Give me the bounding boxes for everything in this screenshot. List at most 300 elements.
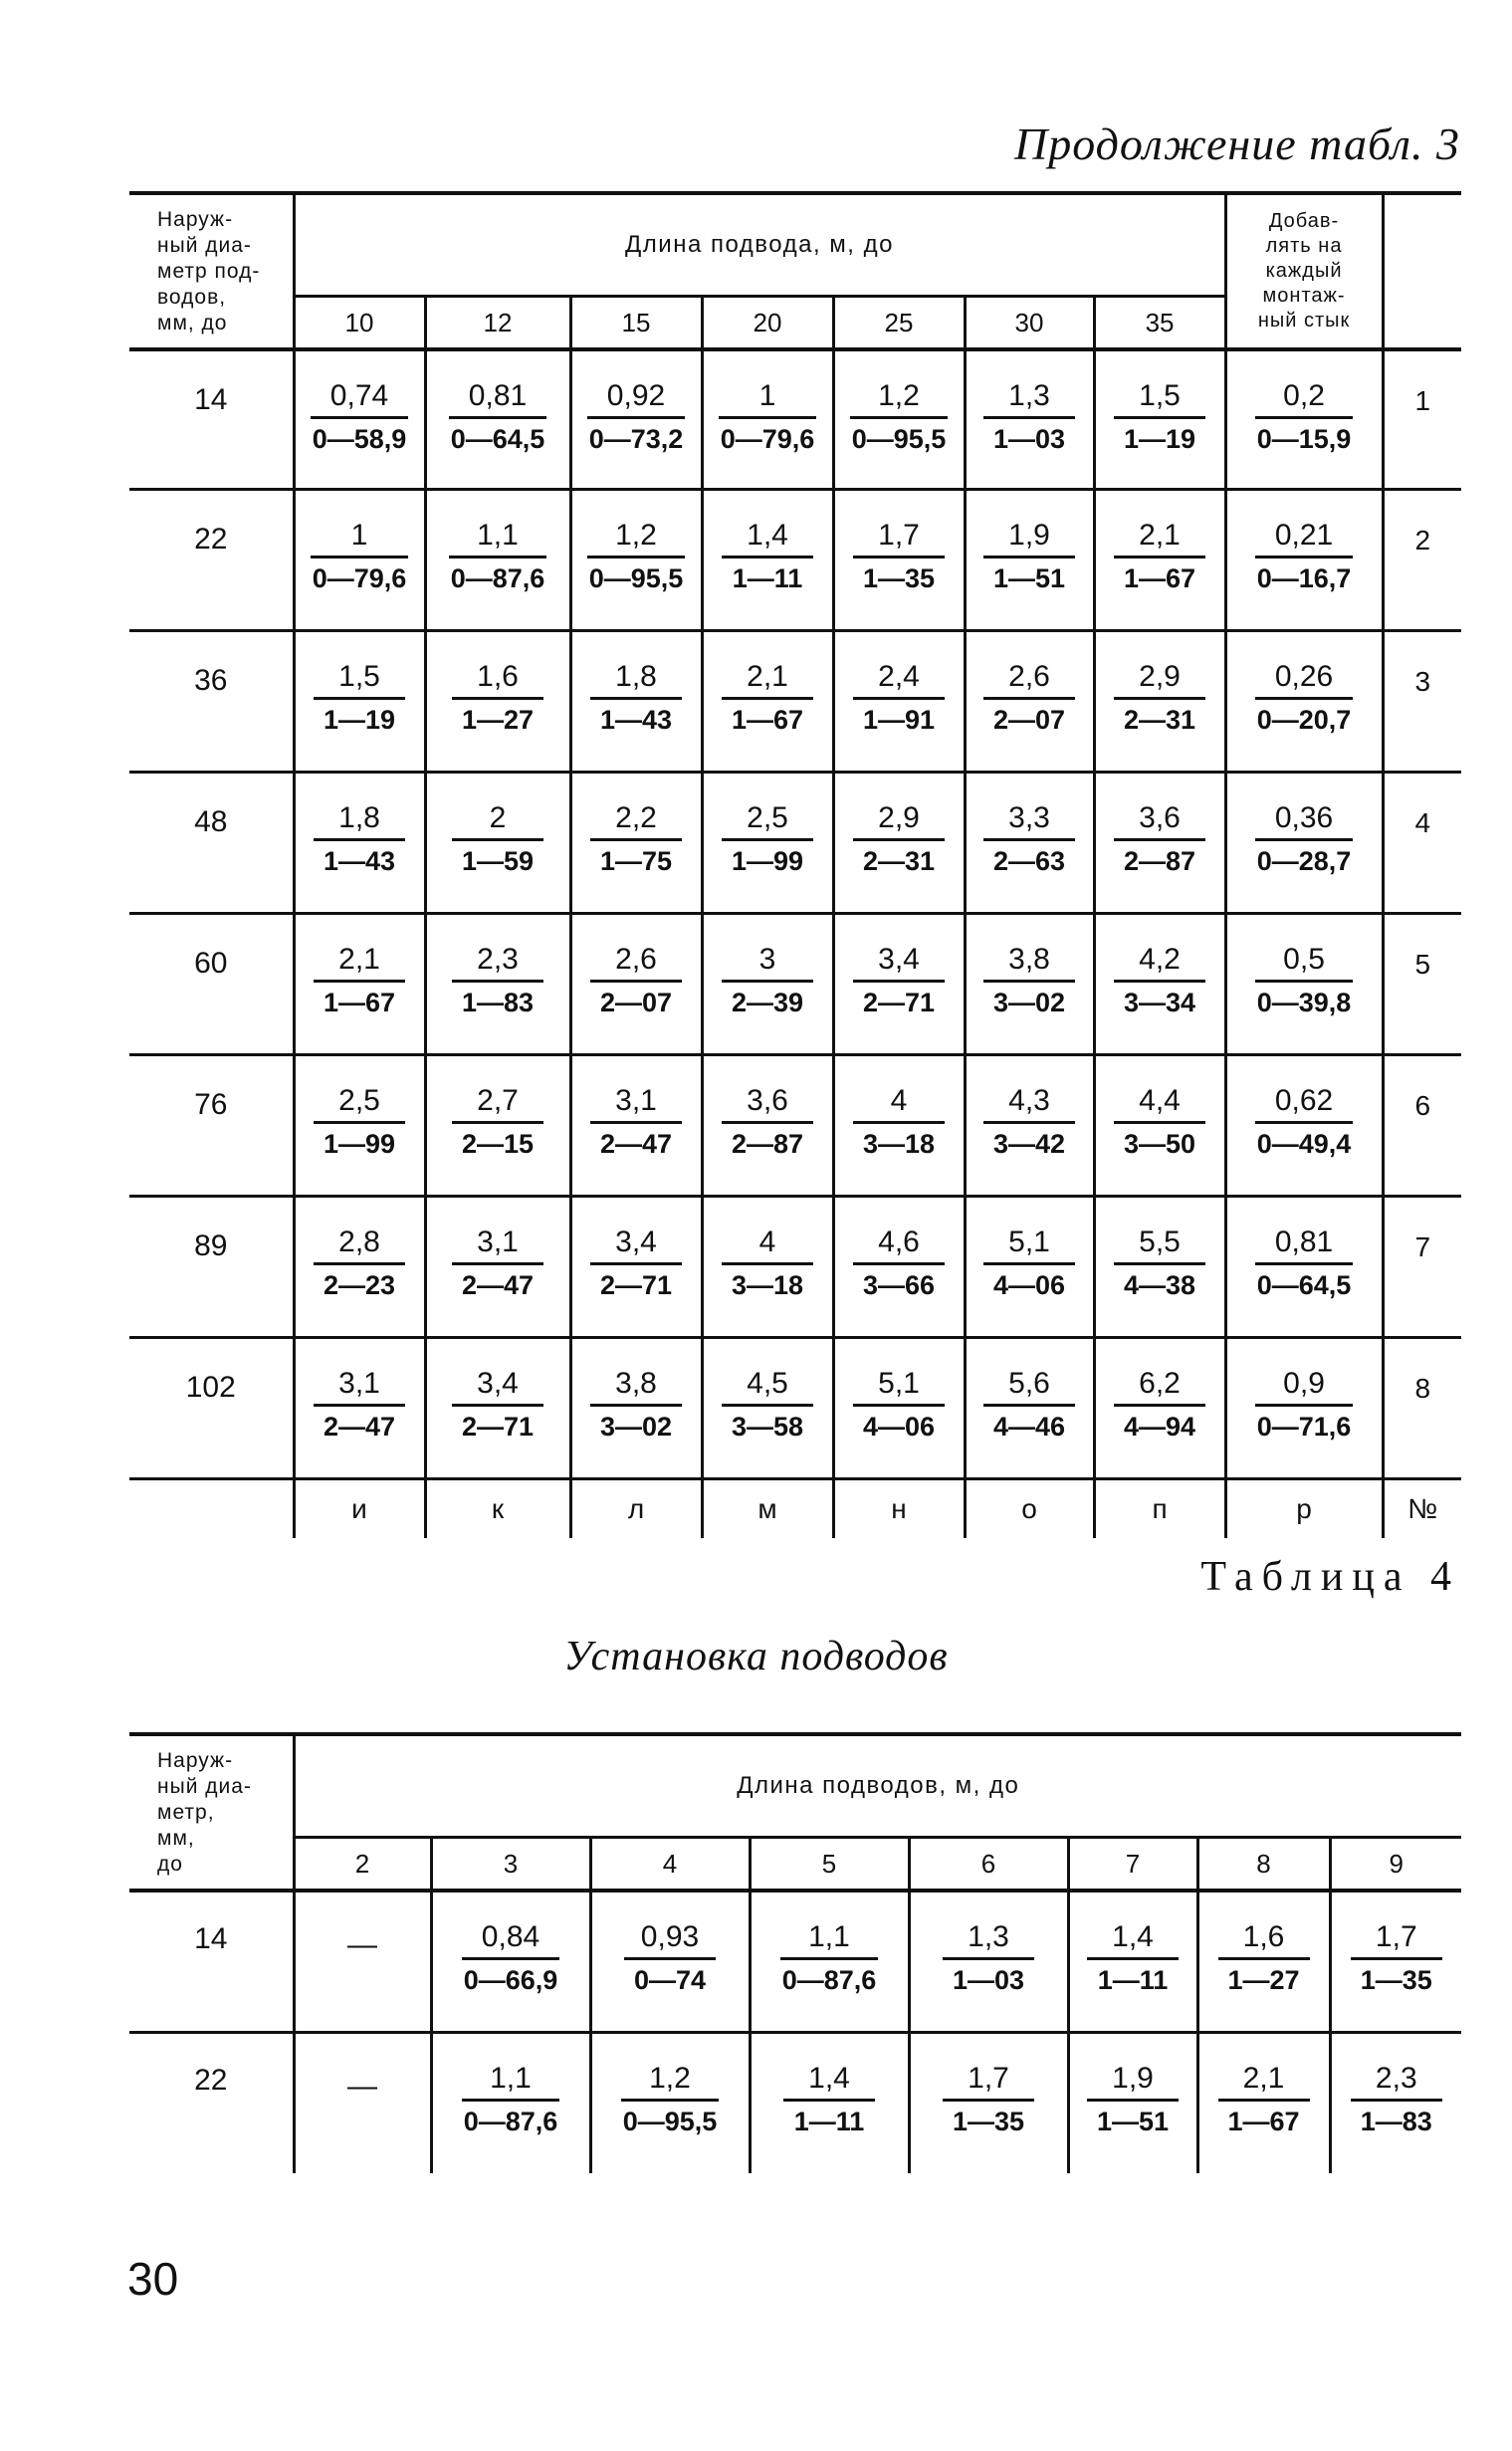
fraction-denominator: 2—87 xyxy=(731,1128,804,1159)
fraction-value xyxy=(1255,1367,1354,1445)
fraction-value xyxy=(853,943,945,1020)
fraction-value xyxy=(722,660,813,738)
fraction-numerator: 4 xyxy=(853,1084,945,1124)
fraction-value xyxy=(452,1226,543,1303)
fraction-value xyxy=(983,1226,1075,1303)
fraction-numerator: 2,1 xyxy=(1218,2062,1310,2102)
fraction-numerator: 3,1 xyxy=(314,1367,405,1407)
fraction-value xyxy=(314,1084,405,1162)
norm-cell xyxy=(294,1054,425,1196)
t4-length-column-4: 6 xyxy=(909,1838,1068,1892)
fraction-denominator: 1—91 xyxy=(862,704,936,735)
norm-cell xyxy=(425,772,570,913)
fraction-value xyxy=(311,379,409,457)
norm-cell xyxy=(1094,913,1225,1054)
fraction-denominator: 0—64,5 xyxy=(450,424,545,454)
norm-cell xyxy=(1330,1891,1461,2032)
norm-cell xyxy=(1197,1891,1330,2032)
header-diameter: Наруж- ный диа- метр под- водов, мм, до xyxy=(129,193,294,349)
fraction-denominator: 1—99 xyxy=(731,845,804,876)
norm-cell xyxy=(1068,2032,1197,2173)
norm-cell xyxy=(425,349,570,489)
column-letter: п xyxy=(1094,1478,1225,1538)
norm-cell xyxy=(702,349,833,489)
fraction-denominator: 1—75 xyxy=(599,845,673,876)
fraction-value xyxy=(722,1084,813,1162)
fraction-value xyxy=(449,519,547,596)
length-column-3: 20 xyxy=(702,297,833,350)
page-number: 30 xyxy=(127,2253,179,2305)
fraction-denominator: 2—15 xyxy=(461,1128,535,1159)
fraction-denominator: 3—42 xyxy=(992,1128,1066,1159)
fraction-numerator: 3 xyxy=(722,943,813,983)
fraction-denominator: 0—58,9 xyxy=(312,424,407,454)
norm-cell xyxy=(965,349,1094,489)
norm-cell xyxy=(1094,1196,1225,1337)
table-row xyxy=(129,1054,1461,1196)
fraction-denominator: 4—06 xyxy=(862,1411,936,1442)
fraction-numerator: 0,62 xyxy=(1255,1084,1354,1124)
fraction-denominator: 2—87 xyxy=(1123,845,1196,876)
add-cell xyxy=(1225,630,1383,772)
fraction-value xyxy=(452,1084,543,1162)
fraction-numerator: 0,92 xyxy=(587,379,686,419)
fraction-value xyxy=(1255,943,1354,1020)
norm-cell xyxy=(1068,1891,1197,2032)
fraction-denominator: 1—03 xyxy=(992,424,1066,454)
table-4-title: Установка подводов xyxy=(563,1634,949,1679)
fraction-value xyxy=(462,2062,560,2139)
fraction-denominator: 1—59 xyxy=(461,845,535,876)
diameter-cell: 14 xyxy=(129,349,294,489)
fraction-denominator: 4—38 xyxy=(1123,1269,1196,1300)
column-letter: р xyxy=(1225,1478,1383,1538)
fraction-numerator: 5,1 xyxy=(983,1226,1075,1265)
norm-cell xyxy=(702,1196,833,1337)
fraction-value xyxy=(983,660,1075,738)
fraction-denominator: 0—95,5 xyxy=(851,424,947,454)
fraction-numerator: 1,5 xyxy=(314,660,405,700)
fraction-denominator: 0—87,6 xyxy=(450,562,545,593)
fraction-value xyxy=(452,660,543,738)
fraction-denominator: 3—58 xyxy=(731,1411,804,1442)
fraction-denominator: 1—35 xyxy=(952,2106,1025,2136)
fraction-numerator: 0,26 xyxy=(1255,660,1354,700)
column-letter: и xyxy=(294,1478,425,1538)
fraction-denominator: 1—11 xyxy=(793,2106,865,2136)
fraction-numerator: 3,1 xyxy=(452,1226,543,1265)
fraction-numerator: 4,4 xyxy=(1114,1084,1205,1124)
fraction-denominator: 2—23 xyxy=(323,1269,396,1300)
fraction-value xyxy=(1114,379,1205,457)
add-cell xyxy=(1225,1054,1383,1196)
length-column-4: 25 xyxy=(833,297,965,350)
row-number: 6 xyxy=(1383,1054,1461,1196)
fraction-denominator: 3—50 xyxy=(1123,1128,1196,1159)
norm-cell xyxy=(425,1054,570,1196)
fraction-denominator: 1—51 xyxy=(992,562,1066,593)
norm-cell xyxy=(833,913,965,1054)
column-letter: м xyxy=(702,1478,833,1538)
norm-cell xyxy=(1197,2032,1330,2173)
fraction-value xyxy=(983,801,1075,879)
t4-length-column-3: 5 xyxy=(750,1838,909,1892)
fraction-value xyxy=(311,519,409,596)
fraction-numerator: 0,93 xyxy=(624,1920,716,1960)
fraction-numerator: 2,4 xyxy=(853,660,945,700)
fraction-numerator: 0,81 xyxy=(449,379,547,419)
fraction-value xyxy=(722,943,813,1020)
fraction-denominator: 2—47 xyxy=(461,1269,535,1300)
norm-cell xyxy=(702,1337,833,1478)
norm-cell xyxy=(570,630,702,772)
fraction-value xyxy=(590,1367,682,1445)
fraction-numerator: 4,2 xyxy=(1114,943,1205,983)
fraction-value xyxy=(853,1367,945,1445)
fraction-denominator: 2—39 xyxy=(731,987,804,1017)
length-column-2: 15 xyxy=(570,297,702,350)
fraction-value xyxy=(943,1920,1034,1998)
fraction-denominator: 0—79,6 xyxy=(312,562,407,593)
fraction-value xyxy=(1114,660,1205,738)
norm-cell-empty xyxy=(294,2032,431,2173)
norm-cell xyxy=(294,913,425,1054)
fraction-denominator: 3—66 xyxy=(862,1269,936,1300)
fraction-denominator: 1—19 xyxy=(323,704,396,735)
fraction-numerator: 1,6 xyxy=(1218,1920,1310,1960)
norm-cell xyxy=(702,772,833,913)
fraction-numerator: 2,9 xyxy=(1114,660,1205,700)
fraction-value xyxy=(983,379,1075,457)
fraction-numerator: 2,7 xyxy=(452,1084,543,1124)
column-letter: л xyxy=(570,1478,702,1538)
fraction-denominator: 0—73,2 xyxy=(588,424,684,454)
fraction-denominator: 1—43 xyxy=(323,845,396,876)
norm-cell xyxy=(570,1337,702,1478)
fraction-denominator: 2—71 xyxy=(599,1269,673,1300)
fraction-numerator: 0,36 xyxy=(1255,801,1354,841)
norm-cell xyxy=(431,2032,590,2173)
fraction-numerator: 1,2 xyxy=(587,519,686,558)
norm-cell xyxy=(909,1891,1068,2032)
fraction-value xyxy=(780,1920,879,1998)
norm-cell xyxy=(570,1196,702,1337)
fraction-denominator: 4—46 xyxy=(992,1411,1066,1442)
norm-cell xyxy=(702,630,833,772)
fraction-denominator: 4—06 xyxy=(992,1269,1066,1300)
norm-cell xyxy=(294,1337,425,1478)
column-letter: к xyxy=(425,1478,570,1538)
fraction-numerator: 4 xyxy=(722,1226,813,1265)
norm-cell xyxy=(294,772,425,913)
fraction-denominator: 0—20,7 xyxy=(1256,704,1352,735)
fraction-value xyxy=(1255,519,1354,596)
fraction-denominator: 3—18 xyxy=(731,1269,804,1300)
fraction-numerator: 4,6 xyxy=(853,1226,945,1265)
t4-length-column-6: 8 xyxy=(1197,1838,1330,1892)
norm-cell xyxy=(833,489,965,630)
add-cell xyxy=(1225,489,1383,630)
header-row-number-blank xyxy=(1383,193,1461,349)
fraction-numerator: 1,4 xyxy=(722,519,813,558)
norm-cell-empty xyxy=(294,1891,431,2032)
fraction-value xyxy=(853,1084,945,1162)
table-4-label: Таблица 4 xyxy=(1200,1554,1460,1600)
fraction-value xyxy=(853,801,945,879)
fraction-denominator: 3—34 xyxy=(1123,987,1196,1017)
diameter-cell: 22 xyxy=(129,489,294,630)
fraction-numerator: 3,8 xyxy=(590,1367,682,1407)
norm-cell xyxy=(570,913,702,1054)
norm-cell xyxy=(425,1337,570,1478)
table-row xyxy=(129,1337,1461,1478)
norm-cell xyxy=(1330,2032,1461,2173)
t4-length-column-1: 3 xyxy=(431,1838,590,1892)
fraction-value xyxy=(719,379,817,457)
norm-cell xyxy=(833,349,965,489)
fraction-numerator: 0,84 xyxy=(462,1920,560,1960)
fraction-value xyxy=(1255,801,1354,879)
fraction-denominator: 1—11 xyxy=(1097,1965,1169,1995)
fraction-value xyxy=(462,1920,560,1998)
fraction-denominator: 2—31 xyxy=(1123,704,1196,735)
fraction-denominator: 3—02 xyxy=(599,1411,673,1442)
diameter-cell: 14 xyxy=(129,1891,294,2032)
fraction-value xyxy=(722,519,813,596)
fraction-denominator: 0—74 xyxy=(633,1965,707,1995)
table-row xyxy=(129,1196,1461,1337)
fraction-value xyxy=(1114,1367,1205,1445)
diameter-cell: 22 xyxy=(194,2063,228,2097)
fraction-denominator: 1—99 xyxy=(323,1128,396,1159)
norm-cell xyxy=(425,630,570,772)
fraction-numerator: 1,1 xyxy=(462,2062,560,2102)
fraction-value xyxy=(853,1226,945,1303)
add-cell xyxy=(1225,1196,1383,1337)
fraction-denominator: 0—95,5 xyxy=(588,562,684,593)
norm-cell xyxy=(1094,489,1225,630)
norm-cell xyxy=(294,1196,425,1337)
fraction-numerator: 5,5 xyxy=(1114,1226,1205,1265)
fraction-denominator: 4—94 xyxy=(1123,1411,1196,1442)
fraction-denominator: 0—16,7 xyxy=(1256,562,1352,593)
fraction-denominator: 1—43 xyxy=(599,704,673,735)
fraction-denominator: 2—63 xyxy=(992,845,1066,876)
fraction-value xyxy=(850,379,949,457)
norm-cell xyxy=(425,489,570,630)
fraction-value xyxy=(314,943,405,1020)
fraction-numerator: 2,6 xyxy=(590,943,682,983)
add-cell xyxy=(1225,913,1383,1054)
fraction-numerator: 3,6 xyxy=(1114,801,1205,841)
fraction-numerator: 0,2 xyxy=(1255,379,1354,419)
fraction-value xyxy=(722,801,813,879)
fraction-value xyxy=(983,1367,1075,1445)
fraction-value xyxy=(983,943,1075,1020)
fraction-numerator: 3,8 xyxy=(983,943,1075,983)
fraction-value xyxy=(1087,1920,1179,1998)
fraction-denominator: 2—71 xyxy=(461,1411,535,1442)
fraction-value xyxy=(590,801,682,879)
fraction-denominator: 1—67 xyxy=(323,987,396,1017)
fraction-denominator: 1—83 xyxy=(461,987,535,1017)
table-row xyxy=(129,2032,1461,2173)
fraction-numerator: 1,3 xyxy=(943,1920,1034,1960)
fraction-numerator: 0,5 xyxy=(1255,943,1354,983)
fraction-value xyxy=(452,1367,543,1445)
fraction-numerator: 0,74 xyxy=(311,379,409,419)
dash-value: — xyxy=(347,2069,377,2103)
norm-cell xyxy=(294,489,425,630)
fraction-denominator: 0—95,5 xyxy=(622,2106,718,2136)
fraction-numerator: 2,3 xyxy=(452,943,543,983)
fraction-value xyxy=(587,379,686,457)
row-number: 3 xyxy=(1383,630,1461,772)
fraction-numerator: 0,81 xyxy=(1255,1226,1354,1265)
fraction-numerator: 2,9 xyxy=(853,801,945,841)
norm-cell xyxy=(294,349,425,489)
fraction-numerator: 4,5 xyxy=(722,1367,813,1407)
norm-cell xyxy=(965,1054,1094,1196)
length-column-6: 35 xyxy=(1094,297,1225,350)
norm-cell xyxy=(425,1196,570,1337)
norm-cell xyxy=(833,1054,965,1196)
fraction-value xyxy=(449,379,547,457)
length-column-1: 12 xyxy=(425,297,570,350)
continuation-title: Продолжение табл. 3 xyxy=(1014,118,1460,169)
fraction-numerator: 2,1 xyxy=(314,943,405,983)
norm-cell xyxy=(965,772,1094,913)
dash-value: — xyxy=(347,1928,377,1961)
table-row xyxy=(129,772,1461,913)
table-row xyxy=(129,1891,1461,2032)
fraction-numerator: 2,8 xyxy=(314,1226,405,1265)
fraction-value xyxy=(1255,1226,1354,1303)
fraction-value xyxy=(314,1226,405,1303)
fraction-numerator: 1,9 xyxy=(983,519,1075,558)
fraction-numerator: 1,7 xyxy=(1351,1920,1442,1960)
column-letter: о xyxy=(965,1478,1094,1538)
norm-cell xyxy=(750,2032,909,2173)
fraction-numerator: 1,2 xyxy=(850,379,949,419)
fraction-numerator: 2,3 xyxy=(1351,2062,1442,2102)
fraction-numerator: 1,7 xyxy=(853,519,945,558)
diameter-cell: 60 xyxy=(129,913,294,1054)
norm-cell xyxy=(570,772,702,913)
fraction-value xyxy=(1255,379,1354,457)
fraction-denominator: 1—35 xyxy=(1360,1965,1432,1995)
fraction-numerator: 1,5 xyxy=(1114,379,1205,419)
fraction-value xyxy=(1351,1920,1442,1998)
t4-header-length: Длина подводов, м, до xyxy=(294,1734,1461,1838)
table-row xyxy=(129,913,1461,1054)
norm-cell xyxy=(1094,1337,1225,1478)
norm-cell xyxy=(1094,1054,1225,1196)
fraction-value xyxy=(853,660,945,738)
fraction-numerator: 1,4 xyxy=(1087,1920,1179,1960)
fraction-denominator: 0—15,9 xyxy=(1256,424,1352,454)
fraction-value xyxy=(1255,660,1354,738)
fraction-value xyxy=(783,2062,875,2139)
fraction-numerator: 2,6 xyxy=(983,660,1075,700)
fraction-value xyxy=(722,1226,813,1303)
fraction-value xyxy=(1114,519,1205,596)
fraction-numerator: 2 xyxy=(452,801,543,841)
fraction-numerator: 2,1 xyxy=(722,660,813,700)
fraction-numerator: 1 xyxy=(719,379,817,419)
fraction-numerator: 1,1 xyxy=(780,1920,879,1960)
norm-cell xyxy=(1094,772,1225,913)
fraction-numerator: 2,5 xyxy=(314,1084,405,1124)
t4-length-column-2: 4 xyxy=(590,1838,750,1892)
t4-length-column-7: 9 xyxy=(1330,1838,1461,1892)
fraction-value xyxy=(853,519,945,596)
fraction-denominator: 3—02 xyxy=(992,987,1066,1017)
fraction-numerator: 1,1 xyxy=(449,519,547,558)
norm-cell xyxy=(1094,349,1225,489)
fraction-value xyxy=(590,1084,682,1162)
diameter-cell: 48 xyxy=(129,772,294,913)
fraction-value xyxy=(314,660,405,738)
norm-cell xyxy=(833,772,965,913)
fraction-numerator: 3,4 xyxy=(590,1226,682,1265)
norm-cell xyxy=(702,489,833,630)
header-add-per-joint: Добав- лять на каждый монтаж- ный стык xyxy=(1225,193,1383,349)
table-row xyxy=(129,349,1461,489)
norm-cell xyxy=(570,349,702,489)
fraction-denominator: 2—71 xyxy=(862,987,936,1017)
fraction-numerator: 1 xyxy=(311,519,409,558)
norm-cell xyxy=(965,1196,1094,1337)
table-row xyxy=(129,489,1461,630)
fraction-value xyxy=(314,801,405,879)
norm-cell xyxy=(702,1054,833,1196)
diameter-cell: 36 xyxy=(129,630,294,772)
norm-cell xyxy=(965,913,1094,1054)
fraction-value xyxy=(943,2062,1034,2139)
fraction-denominator: 1—27 xyxy=(461,704,535,735)
norm-cell xyxy=(590,1891,750,2032)
header-length: Длина подвода, м, до xyxy=(294,193,1225,297)
fraction-value xyxy=(1114,1226,1205,1303)
length-column-0: 10 xyxy=(294,297,425,350)
fraction-value xyxy=(314,1367,405,1445)
row-number: 8 xyxy=(1383,1337,1461,1478)
norm-cell xyxy=(570,1054,702,1196)
norm-cell xyxy=(570,489,702,630)
row-number: 7 xyxy=(1383,1196,1461,1337)
norm-cell xyxy=(294,630,425,772)
letters-blank xyxy=(129,1478,294,1538)
fraction-value xyxy=(1255,1084,1354,1162)
fraction-numerator: 2,5 xyxy=(722,801,813,841)
fraction-denominator: 3—18 xyxy=(862,1128,936,1159)
fraction-value xyxy=(452,801,543,879)
fraction-value xyxy=(1351,2062,1442,2139)
fraction-value xyxy=(624,1920,716,1998)
norm-cell xyxy=(590,2032,750,2173)
fraction-numerator: 1,9 xyxy=(1087,2062,1179,2102)
fraction-denominator: 2—07 xyxy=(599,987,673,1017)
fraction-denominator: 2—47 xyxy=(323,1411,396,1442)
fraction-value xyxy=(587,519,686,596)
column-letter: н xyxy=(833,1478,965,1538)
norm-cell xyxy=(833,1196,965,1337)
norm-cell xyxy=(431,1891,590,2032)
fraction-numerator: 0,21 xyxy=(1255,519,1354,558)
add-cell xyxy=(1225,349,1383,489)
fraction-value xyxy=(1087,2062,1179,2139)
